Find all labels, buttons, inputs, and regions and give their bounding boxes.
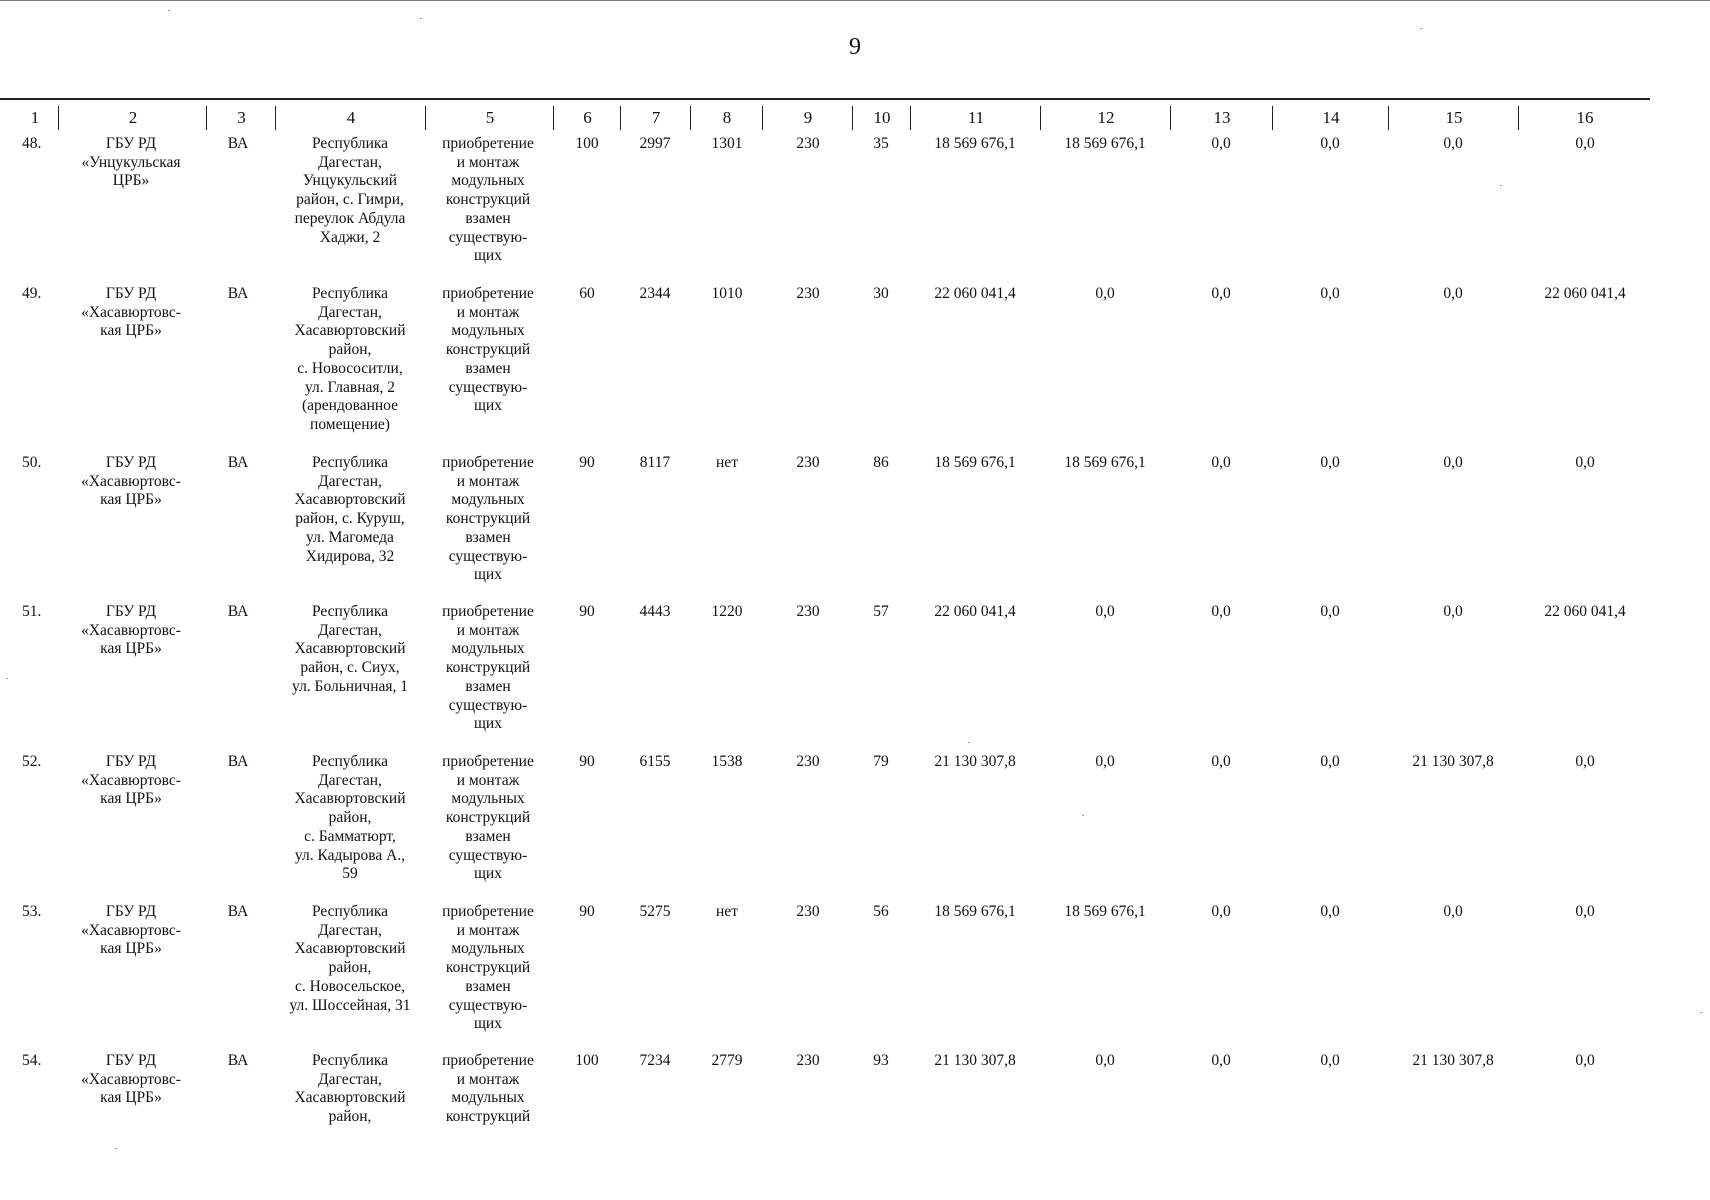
cell-type: ВА [227, 903, 249, 920]
cell-org: ГБУ РД «Унцукульская ЦРБ» [81, 135, 181, 190]
cell-c9: 230 [796, 135, 820, 152]
cell-c8: 1538 [711, 753, 743, 770]
cell-c8: нет [716, 454, 738, 471]
cell-c6: 90 [579, 753, 595, 770]
cell-c7: 7234 [639, 1052, 671, 1069]
column-header-12: 12 [1040, 106, 1171, 130]
cell-work: приобретение и монтаж модульных конструкций взамен существую- щих [442, 454, 534, 584]
cell-c10: 86 [873, 454, 889, 471]
scan-speck [420, 18, 422, 19]
cell-type: ВА [227, 753, 249, 770]
cell-c15: 21 130 307,8 [1412, 753, 1494, 770]
cell-c8: 2779 [711, 1052, 743, 1069]
cell-work: приобретение и монтаж модульных конструкций взамен существую- щих [442, 603, 534, 733]
cell-c11: 18 569 676,1 [934, 135, 1016, 152]
column-header-3: 3 [206, 106, 276, 130]
cell-c11: 21 130 307,8 [934, 753, 1016, 770]
cell-c13: 0,0 [1211, 903, 1231, 920]
cell-c12: 18 569 676,1 [1064, 903, 1146, 920]
cell-c12: 18 569 676,1 [1064, 135, 1146, 152]
cell-c16: 0,0 [1575, 903, 1595, 920]
cell-address: Республика Дагестан, Хасавюртовский район, с. Новосельское, ул. Шоссейная, 31 [289, 903, 411, 1014]
cell-c12: 0,0 [1095, 753, 1115, 770]
cell-c14: 0,0 [1320, 1052, 1340, 1069]
cell-work: приобретение и монтаж модульных конструкций взамен существую- щих [442, 135, 534, 265]
cell-c9: 230 [796, 285, 820, 302]
cell-c6: 90 [579, 903, 595, 920]
cell-org: ГБУ РД «Хасавюртовс- кая ЦРБ» [81, 603, 181, 658]
cell-c15: 0,0 [1443, 454, 1463, 471]
cell-c6: 60 [579, 285, 595, 302]
cell-c11: 22 060 041,4 [934, 285, 1016, 302]
cell-c9: 230 [796, 454, 820, 471]
column-header-1: 1 [30, 108, 40, 127]
cell-work: приобретение и монтаж модульных конструкций [442, 1052, 534, 1126]
cell-c10: 57 [873, 603, 889, 620]
cell-c14: 0,0 [1320, 285, 1340, 302]
cell-c7: 5275 [639, 903, 671, 920]
cell-type: ВА [227, 285, 249, 302]
cell-org: ГБУ РД «Хасавюртовс- кая ЦРБ» [81, 753, 181, 808]
cell-type: ВА [227, 454, 249, 471]
scan-speck [1500, 185, 1502, 186]
column-header-5: 5 [425, 106, 554, 130]
column-header-9: 9 [762, 106, 853, 130]
column-header-10: 10 [852, 106, 911, 130]
cell-c10: 79 [873, 753, 889, 770]
cell-c7: 6155 [639, 753, 671, 770]
scan-speck [1700, 1012, 1702, 1013]
cell-address: Республика Дагестан, Хасавюртовский район, с. Бамматюрт, ул. Кадырова А., 59 [294, 753, 406, 883]
cell-c9: 230 [796, 1052, 820, 1069]
cell-org: ГБУ РД «Хасавюртовс- кая ЦРБ» [81, 903, 181, 958]
cell-n: 50. [22, 454, 42, 471]
scan-speck [115, 1148, 117, 1149]
column-header-6: 6 [553, 106, 621, 130]
cell-work: приобретение и монтаж модульных конструкций взамен существую- щих [442, 903, 534, 1033]
cell-c10: 35 [873, 135, 889, 152]
cell-c15: 0,0 [1443, 135, 1463, 152]
scan-speck [1082, 815, 1084, 816]
cell-org: ГБУ РД «Хасавюртовс- кая ЦРБ» [81, 285, 181, 340]
cell-c13: 0,0 [1211, 603, 1231, 620]
cell-address: Республика Дагестан, Хасавюртовский район, с. Куруш, ул. Магомеда Хидирова, 32 [294, 454, 406, 565]
column-header-11: 11 [910, 106, 1041, 130]
cell-org: ГБУ РД «Хасавюртовс- кая ЦРБ» [81, 1052, 181, 1107]
cell-c13: 0,0 [1211, 135, 1231, 152]
cell-c6: 100 [575, 1052, 599, 1069]
scan-speck [6, 678, 8, 679]
cell-c13: 0,0 [1211, 1052, 1231, 1069]
cell-address: Республика Дагестан, Унцукульский район, с. Гимри, переулок Абдула Хаджи, 2 [294, 135, 406, 246]
cell-address: Республика Дагестан, Хасавюртовский район, с. Сиух, ул. Больничная, 1 [292, 603, 408, 695]
cell-c16: 22 060 041,4 [1544, 603, 1626, 620]
cell-c11: 18 569 676,1 [934, 454, 1016, 471]
scan-speck [968, 742, 970, 743]
column-header-16: 16 [1518, 106, 1651, 130]
cell-c6: 90 [579, 454, 595, 471]
cell-c8: 1010 [711, 285, 743, 302]
cell-c10: 30 [873, 285, 889, 302]
cell-c13: 0,0 [1211, 285, 1231, 302]
cell-c15: 21 130 307,8 [1412, 1052, 1494, 1069]
column-header-13: 13 [1170, 106, 1273, 130]
cell-c6: 90 [579, 603, 595, 620]
column-header-15: 15 [1388, 106, 1519, 130]
cell-c9: 230 [796, 753, 820, 770]
table-header-rule [0, 98, 1650, 100]
column-header-8: 8 [690, 106, 763, 130]
cell-c9: 230 [796, 903, 820, 920]
cell-work: приобретение и монтаж модульных конструкций взамен существую- щих [442, 285, 534, 415]
cell-c14: 0,0 [1320, 903, 1340, 920]
cell-c11: 22 060 041,4 [934, 603, 1016, 620]
cell-c8: нет [716, 903, 738, 920]
cell-c12: 18 569 676,1 [1064, 454, 1146, 471]
cell-type: ВА [227, 603, 249, 620]
cell-type: ВА [227, 1052, 249, 1069]
cell-c12: 0,0 [1095, 1052, 1115, 1069]
cell-c14: 0,0 [1320, 454, 1340, 471]
cell-c7: 4443 [639, 603, 671, 620]
scan-speck [168, 10, 170, 11]
cell-c10: 93 [873, 1052, 889, 1069]
cell-n: 51. [22, 603, 42, 620]
cell-type: ВА [227, 135, 249, 152]
cell-c6: 100 [575, 135, 599, 152]
cell-c16: 0,0 [1575, 1052, 1595, 1069]
top-edge-rule [0, 0, 1710, 1]
column-header-2: 2 [58, 106, 207, 130]
cell-c8: 1301 [711, 135, 743, 152]
cell-address: Республика Дагестан, Хасавюртовский район, с. Новососитли, ул. Главная, 2 (арендованное помещение) [294, 285, 406, 433]
cell-c7: 2344 [639, 285, 671, 302]
cell-work: приобретение и монтаж модульных конструкций взамен существую- щих [442, 753, 534, 883]
cell-c13: 0,0 [1211, 454, 1231, 471]
cell-c16: 0,0 [1575, 454, 1595, 471]
cell-n: 54. [22, 1052, 42, 1069]
cell-c15: 0,0 [1443, 603, 1463, 620]
cell-n: 52. [22, 753, 42, 770]
cell-c16: 0,0 [1575, 135, 1595, 152]
cell-n: 53. [22, 903, 42, 920]
cell-c11: 21 130 307,8 [934, 1052, 1016, 1069]
page-number: 9 [849, 34, 861, 60]
cell-c10: 56 [873, 903, 889, 920]
cell-c8: 1220 [711, 603, 743, 620]
cell-c14: 0,0 [1320, 135, 1340, 152]
cell-c7: 8117 [639, 454, 671, 471]
cell-n: 49. [22, 285, 42, 302]
cell-c14: 0,0 [1320, 603, 1340, 620]
cell-c15: 0,0 [1443, 903, 1463, 920]
cell-c7: 2997 [639, 135, 671, 152]
cell-c12: 0,0 [1095, 285, 1115, 302]
column-header-7: 7 [620, 106, 691, 130]
cell-n: 48. [22, 135, 42, 152]
column-header-14: 14 [1272, 106, 1389, 130]
column-header-4: 4 [275, 106, 426, 130]
cell-c11: 18 569 676,1 [934, 903, 1016, 920]
cell-org: ГБУ РД «Хасавюртовс- кая ЦРБ» [81, 454, 181, 509]
cell-c16: 22 060 041,4 [1544, 285, 1626, 302]
cell-c14: 0,0 [1320, 753, 1340, 770]
cell-c15: 0,0 [1443, 285, 1463, 302]
cell-address: Республика Дагестан, Хасавюртовский район, [294, 1052, 406, 1126]
scan-speck [1420, 28, 1422, 29]
cell-c9: 230 [796, 603, 820, 620]
cell-c13: 0,0 [1211, 753, 1231, 770]
cell-c16: 0,0 [1575, 753, 1595, 770]
cell-c12: 0,0 [1095, 603, 1115, 620]
